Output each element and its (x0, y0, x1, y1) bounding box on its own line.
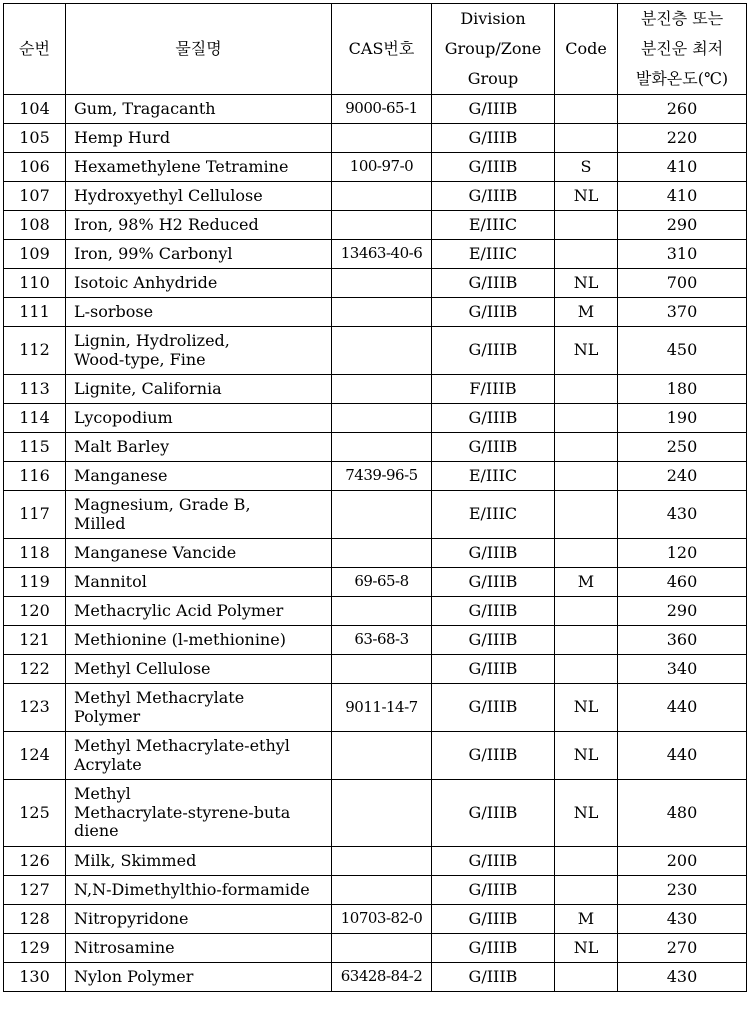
row-number-cell: 105 (4, 124, 66, 153)
substance-name-cell: Hydroxyethyl Cellulose (66, 182, 332, 211)
ignition-temperature-cell: 270 (618, 934, 747, 963)
row-number-cell: 121 (4, 626, 66, 655)
table-row (4, 626, 747, 655)
header-no: 순번 (4, 4, 66, 95)
cas-number-cell: 69-65-8 (332, 568, 432, 597)
ignition-temperature-cell: 410 (618, 153, 747, 182)
code-cell: M (555, 298, 618, 327)
ignition-temperature-cell: 430 (618, 963, 747, 992)
code-cell (555, 95, 618, 124)
ignition-temperature-cell: 370 (618, 298, 747, 327)
substance-name-cell: Iron, 98% H2 Reduced (66, 211, 332, 240)
substance-name-cell: Malt Barley (66, 433, 332, 462)
substance-name-cell: Manganese (66, 462, 332, 491)
ignition-temperature-cell: 440 (618, 732, 747, 780)
division-group-cell: F/IIIB (432, 375, 555, 404)
substance-name-cell: Magnesium, Grade B, Milled (66, 491, 332, 539)
row-number-cell: 109 (4, 240, 66, 269)
substance-name-cell: Methyl Methacrylate-styrene-buta diene (66, 780, 332, 847)
cas-number-cell (332, 732, 432, 780)
cas-number-cell (332, 934, 432, 963)
row-number-cell: 125 (4, 780, 66, 847)
code-cell: NL (555, 684, 618, 732)
table-row (4, 655, 747, 684)
row-number-cell: 122 (4, 655, 66, 684)
row-number-cell: 113 (4, 375, 66, 404)
code-cell (555, 539, 618, 568)
table-row (4, 491, 747, 539)
substance-name-cell: Gum, Tragacanth (66, 95, 332, 124)
division-group-cell: G/IIIB (432, 876, 555, 905)
substance-name-cell: Methyl Methacrylate-ethyl Acrylate (66, 732, 332, 780)
code-cell (555, 211, 618, 240)
cas-number-cell (332, 780, 432, 847)
table-row (4, 153, 747, 182)
table-body (4, 95, 747, 992)
code-cell (555, 597, 618, 626)
row-number-cell: 124 (4, 732, 66, 780)
row-number-cell: 107 (4, 182, 66, 211)
ignition-temperature-cell: 230 (618, 876, 747, 905)
table-row (4, 95, 747, 124)
table-row (4, 211, 747, 240)
code-cell: M (555, 905, 618, 934)
table-row (4, 963, 747, 992)
table-row (4, 732, 747, 780)
division-group-cell: G/IIIB (432, 905, 555, 934)
substance-name-cell: Nylon Polymer (66, 963, 332, 992)
row-number-cell: 129 (4, 934, 66, 963)
substance-name-cell: N,N-Dimethylthio-formamide (66, 876, 332, 905)
division-group-cell: G/IIIB (432, 95, 555, 124)
code-cell (555, 847, 618, 876)
division-group-cell: G/IIIB (432, 327, 555, 375)
table-row (4, 269, 747, 298)
row-number-cell: 104 (4, 95, 66, 124)
table-row (4, 934, 747, 963)
code-cell (555, 963, 618, 992)
substance-name-cell: Methionine (l-methionine) (66, 626, 332, 655)
cas-number-cell (332, 655, 432, 684)
header-substance-name: 물질명 (66, 4, 332, 95)
row-number-cell: 114 (4, 404, 66, 433)
code-cell (555, 655, 618, 684)
row-number-cell: 111 (4, 298, 66, 327)
ignition-temperature-cell: 220 (618, 124, 747, 153)
substance-name-cell: Lignin, Hydrolized, Wood-type, Fine (66, 327, 332, 375)
code-cell: NL (555, 732, 618, 780)
substance-name-cell: Milk, Skimmed (66, 847, 332, 876)
code-cell: NL (555, 269, 618, 298)
substance-name-cell: Nitrosamine (66, 934, 332, 963)
table-row (4, 298, 747, 327)
substance-name-cell: Isotoic Anhydride (66, 269, 332, 298)
cas-number-cell (332, 375, 432, 404)
cas-number-cell (332, 876, 432, 905)
division-group-cell: G/IIIB (432, 655, 555, 684)
table-row (4, 568, 747, 597)
ignition-temperature-cell: 450 (618, 327, 747, 375)
division-group-cell: G/IIIB (432, 153, 555, 182)
table-row (4, 462, 747, 491)
table-row (4, 780, 747, 847)
ignition-temperature-cell: 360 (618, 626, 747, 655)
cas-number-cell (332, 404, 432, 433)
division-group-cell: G/IIIB (432, 847, 555, 876)
table-row (4, 240, 747, 269)
ignition-temperature-cell: 240 (618, 462, 747, 491)
cas-number-cell (332, 182, 432, 211)
row-number-cell: 108 (4, 211, 66, 240)
header-row (4, 4, 747, 95)
code-cell (555, 462, 618, 491)
table-row (4, 433, 747, 462)
cas-number-cell (332, 327, 432, 375)
division-group-cell: G/IIIB (432, 433, 555, 462)
code-cell (555, 404, 618, 433)
division-group-cell: G/IIIB (432, 298, 555, 327)
header-division: Division Group/Zone Group (432, 4, 555, 95)
ignition-temperature-cell: 340 (618, 655, 747, 684)
substance-name-cell: Lignite, California (66, 375, 332, 404)
table-row (4, 124, 747, 153)
row-number-cell: 120 (4, 597, 66, 626)
division-group-cell: E/IIIC (432, 491, 555, 539)
row-number-cell: 115 (4, 433, 66, 462)
cas-number-cell: 63428-84-2 (332, 963, 432, 992)
header-ignition-temp: 분진층 또는 분진운 최저 발화온도(℃) (618, 4, 747, 95)
cas-number-cell (332, 269, 432, 298)
cas-number-cell (332, 124, 432, 153)
code-cell: NL (555, 327, 618, 375)
row-number-cell: 117 (4, 491, 66, 539)
code-cell: M (555, 568, 618, 597)
division-group-cell: G/IIIB (432, 568, 555, 597)
ignition-temperature-cell: 310 (618, 240, 747, 269)
code-cell (555, 433, 618, 462)
table-row (4, 327, 747, 375)
ignition-temperature-cell: 260 (618, 95, 747, 124)
ignition-temperature-cell: 410 (618, 182, 747, 211)
division-group-cell: G/IIIB (432, 963, 555, 992)
division-group-cell: G/IIIB (432, 780, 555, 847)
table-row (4, 684, 747, 732)
division-group-cell: G/IIIB (432, 269, 555, 298)
table-row (4, 905, 747, 934)
row-number-cell: 112 (4, 327, 66, 375)
division-group-cell: G/IIIB (432, 124, 555, 153)
table-row (4, 182, 747, 211)
row-number-cell: 127 (4, 876, 66, 905)
ignition-temperature-cell: 180 (618, 375, 747, 404)
cas-number-cell (332, 539, 432, 568)
table-row (4, 404, 747, 433)
division-group-cell: G/IIIB (432, 626, 555, 655)
cas-number-cell: 9011-14-7 (332, 684, 432, 732)
row-number-cell: 106 (4, 153, 66, 182)
ignition-temperature-cell: 190 (618, 404, 747, 433)
table-row (4, 375, 747, 404)
ignition-temperature-cell: 700 (618, 269, 747, 298)
code-cell (555, 124, 618, 153)
substance-name-cell: Methacrylic Acid Polymer (66, 597, 332, 626)
row-number-cell: 130 (4, 963, 66, 992)
cas-number-cell: 7439-96-5 (332, 462, 432, 491)
division-group-cell: G/IIIB (432, 597, 555, 626)
cas-number-cell: 100-97-0 (332, 153, 432, 182)
division-group-cell: G/IIIB (432, 934, 555, 963)
cas-number-cell (332, 298, 432, 327)
ignition-temperature-cell: 250 (618, 433, 747, 462)
ignition-temperature-cell: 460 (618, 568, 747, 597)
table-row (4, 539, 747, 568)
division-group-cell: G/IIIB (432, 539, 555, 568)
ignition-temperature-cell: 430 (618, 491, 747, 539)
code-cell (555, 240, 618, 269)
table-row (4, 597, 747, 626)
cas-number-cell: 63-68-3 (332, 626, 432, 655)
row-number-cell: 123 (4, 684, 66, 732)
division-group-cell: G/IIIB (432, 404, 555, 433)
cas-number-cell (332, 847, 432, 876)
division-group-cell: E/IIIC (432, 211, 555, 240)
code-cell: NL (555, 934, 618, 963)
header-code: Code (555, 4, 618, 95)
cas-number-cell (332, 491, 432, 539)
substance-name-cell: L-sorbose (66, 298, 332, 327)
code-cell (555, 626, 618, 655)
table-row (4, 876, 747, 905)
division-group-cell: G/IIIB (432, 684, 555, 732)
division-group-cell: E/IIIC (432, 240, 555, 269)
dust-ignition-table (3, 3, 747, 992)
row-number-cell: 116 (4, 462, 66, 491)
cas-number-cell (332, 597, 432, 626)
division-group-cell: G/IIIB (432, 732, 555, 780)
code-cell (555, 375, 618, 404)
cas-number-cell: 10703-82-0 (332, 905, 432, 934)
row-number-cell: 119 (4, 568, 66, 597)
substance-name-cell: Nitropyridone (66, 905, 332, 934)
substance-name-cell: Hexamethylene Tetramine (66, 153, 332, 182)
division-group-cell: G/IIIB (432, 182, 555, 211)
row-number-cell: 126 (4, 847, 66, 876)
substance-name-cell: Lycopodium (66, 404, 332, 433)
substance-name-cell: Methyl Methacrylate Polymer (66, 684, 332, 732)
code-cell (555, 491, 618, 539)
ignition-temperature-cell: 480 (618, 780, 747, 847)
cas-number-cell (332, 433, 432, 462)
row-number-cell: 128 (4, 905, 66, 934)
row-number-cell: 110 (4, 269, 66, 298)
substance-name-cell: Iron, 99% Carbonyl (66, 240, 332, 269)
table-row (4, 847, 747, 876)
cas-number-cell: 13463-40-6 (332, 240, 432, 269)
code-cell (555, 876, 618, 905)
substance-name-cell: Hemp Hurd (66, 124, 332, 153)
substance-name-cell: Mannitol (66, 568, 332, 597)
code-cell: NL (555, 780, 618, 847)
ignition-temperature-cell: 200 (618, 847, 747, 876)
cas-number-cell: 9000-65-1 (332, 95, 432, 124)
ignition-temperature-cell: 440 (618, 684, 747, 732)
header-cas: CAS번호 (332, 4, 432, 95)
substance-name-cell: Methyl Cellulose (66, 655, 332, 684)
cas-number-cell (332, 211, 432, 240)
row-number-cell: 118 (4, 539, 66, 568)
code-cell: NL (555, 182, 618, 211)
substance-name-cell: Manganese Vancide (66, 539, 332, 568)
ignition-temperature-cell: 430 (618, 905, 747, 934)
division-group-cell: E/IIIC (432, 462, 555, 491)
ignition-temperature-cell: 290 (618, 597, 747, 626)
ignition-temperature-cell: 290 (618, 211, 747, 240)
ignition-temperature-cell: 120 (618, 539, 747, 568)
code-cell: S (555, 153, 618, 182)
